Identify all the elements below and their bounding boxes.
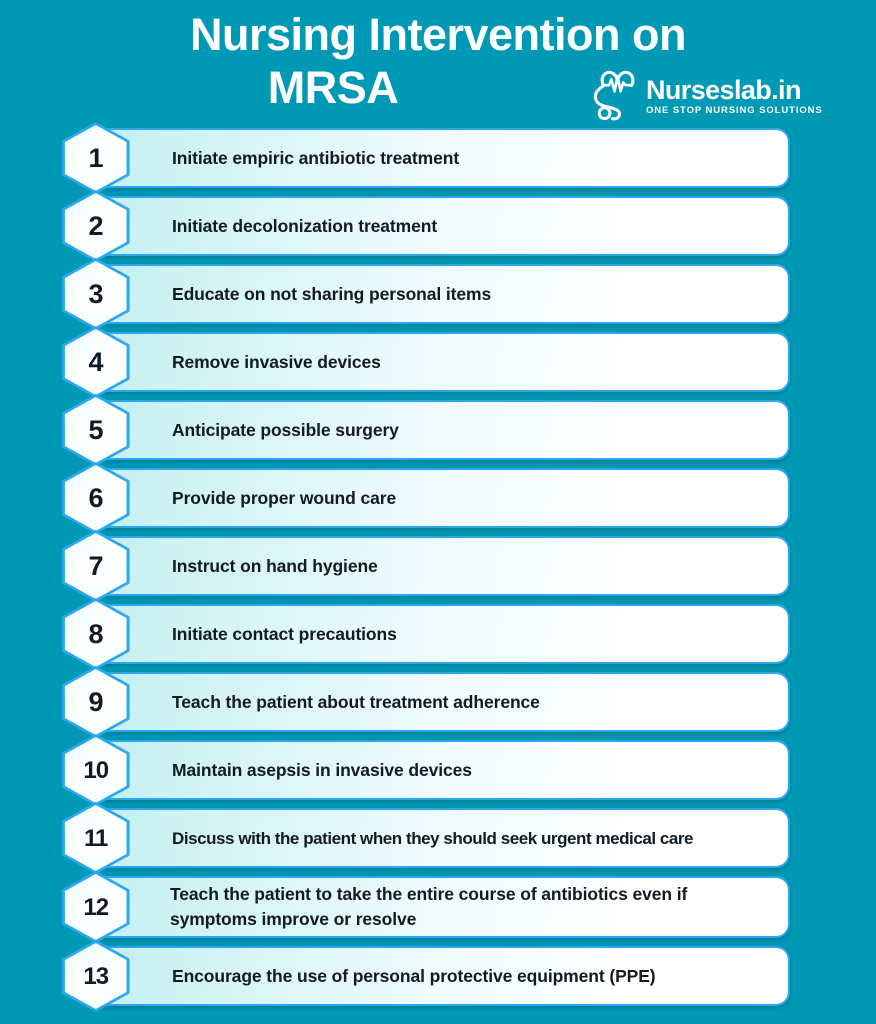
title-line-2: MRSA xyxy=(267,62,399,113)
list-item-label: Anticipate possible surgery xyxy=(172,419,399,440)
list-item-number-badge xyxy=(65,874,127,940)
list-item xyxy=(0,468,876,528)
list-item-number: 6 xyxy=(88,482,103,513)
list-item-number: 10 xyxy=(83,756,109,784)
list-item-number-badge xyxy=(65,193,127,259)
list-item-label: Teach the patient about treatment adherence xyxy=(172,691,540,712)
list-item-number: 11 xyxy=(84,824,108,852)
logo-name: Nurseslab.in xyxy=(646,75,801,105)
list-item-number-badge xyxy=(65,533,127,599)
list-item-number-badge xyxy=(65,669,127,735)
list-item-pill xyxy=(92,672,790,732)
list-item-number-badge xyxy=(65,601,127,667)
list-item-number: 5 xyxy=(88,414,103,445)
list-item-number: 1 xyxy=(88,142,103,173)
list-item xyxy=(0,264,876,324)
list-item-label: Educate on not sharing personal items xyxy=(172,283,492,304)
list-item-number-badge xyxy=(65,125,127,191)
list-item-number-badge xyxy=(65,329,127,395)
list-item xyxy=(0,946,876,1006)
stethoscope-heart-ecg-icon xyxy=(588,62,644,122)
list-item-number-badge xyxy=(65,737,127,803)
logo-text xyxy=(646,62,823,117)
list-item xyxy=(0,740,876,800)
list-item-label: Provide proper wound care xyxy=(172,487,397,508)
list-item-pill xyxy=(92,740,790,800)
list-item-pill xyxy=(92,128,790,188)
list-item xyxy=(0,672,876,732)
list-item-number: 3 xyxy=(88,278,103,309)
logo-tagline: ONE STOP NURSING SOLUTIONS xyxy=(646,105,823,116)
list-item-number-badge xyxy=(65,465,127,531)
brand-logo xyxy=(588,62,823,124)
list-item-pill xyxy=(92,400,790,460)
list-item-number: 12 xyxy=(83,893,109,921)
list-item-number: 2 xyxy=(88,210,103,241)
list-item-pill xyxy=(92,536,790,596)
list-item-pill xyxy=(92,264,790,324)
list-item-label: Maintain asepsis in invasive devices xyxy=(172,759,472,780)
list-item xyxy=(0,536,876,596)
list-item-label: Encourage the use of personal protective equipment (PPE) xyxy=(172,965,656,986)
poster-header xyxy=(0,0,876,130)
list-item-number: 9 xyxy=(88,686,103,717)
list-item-label: Initiate decolonization treatment xyxy=(172,215,438,236)
list-item-label: Teach the patient to take the entire course of antibiotics even if symptoms improve or resolve xyxy=(170,884,688,929)
list-item-number: 8 xyxy=(88,618,103,649)
list-item-number: 7 xyxy=(88,550,103,581)
list-item-pill xyxy=(92,876,790,938)
list-item-pill xyxy=(92,604,790,664)
list-item xyxy=(0,128,876,188)
list-item-pill xyxy=(92,808,790,868)
list-item xyxy=(0,332,876,392)
list-item-label: Remove invasive devices xyxy=(172,351,381,372)
list-item-number-badge xyxy=(65,261,127,327)
list-item xyxy=(0,876,876,938)
list-item-number-badge xyxy=(65,397,127,463)
intervention-list xyxy=(0,128,876,1014)
list-item-pill xyxy=(92,332,790,392)
list-item xyxy=(0,808,876,868)
list-item xyxy=(0,196,876,256)
list-item-label: Initiate contact precautions xyxy=(172,623,397,644)
list-item-label: Instruct on hand hygiene xyxy=(172,555,378,576)
list-item-pill xyxy=(92,946,790,1006)
list-item-number-badge xyxy=(65,943,127,1009)
list-item-number-badge xyxy=(65,805,127,871)
list-item-label: Discuss with the patient when they should seek urgent medical care xyxy=(172,828,694,848)
list-item-number: 4 xyxy=(88,346,103,377)
list-item-label: Initiate empiric antibiotic treatment xyxy=(172,147,460,168)
title-line-1: Nursing Intervention on xyxy=(189,9,686,60)
list-item xyxy=(0,400,876,460)
list-item xyxy=(0,604,876,664)
list-item-pill xyxy=(92,468,790,528)
list-item-pill xyxy=(92,196,790,256)
list-item-number: 13 xyxy=(83,962,109,990)
